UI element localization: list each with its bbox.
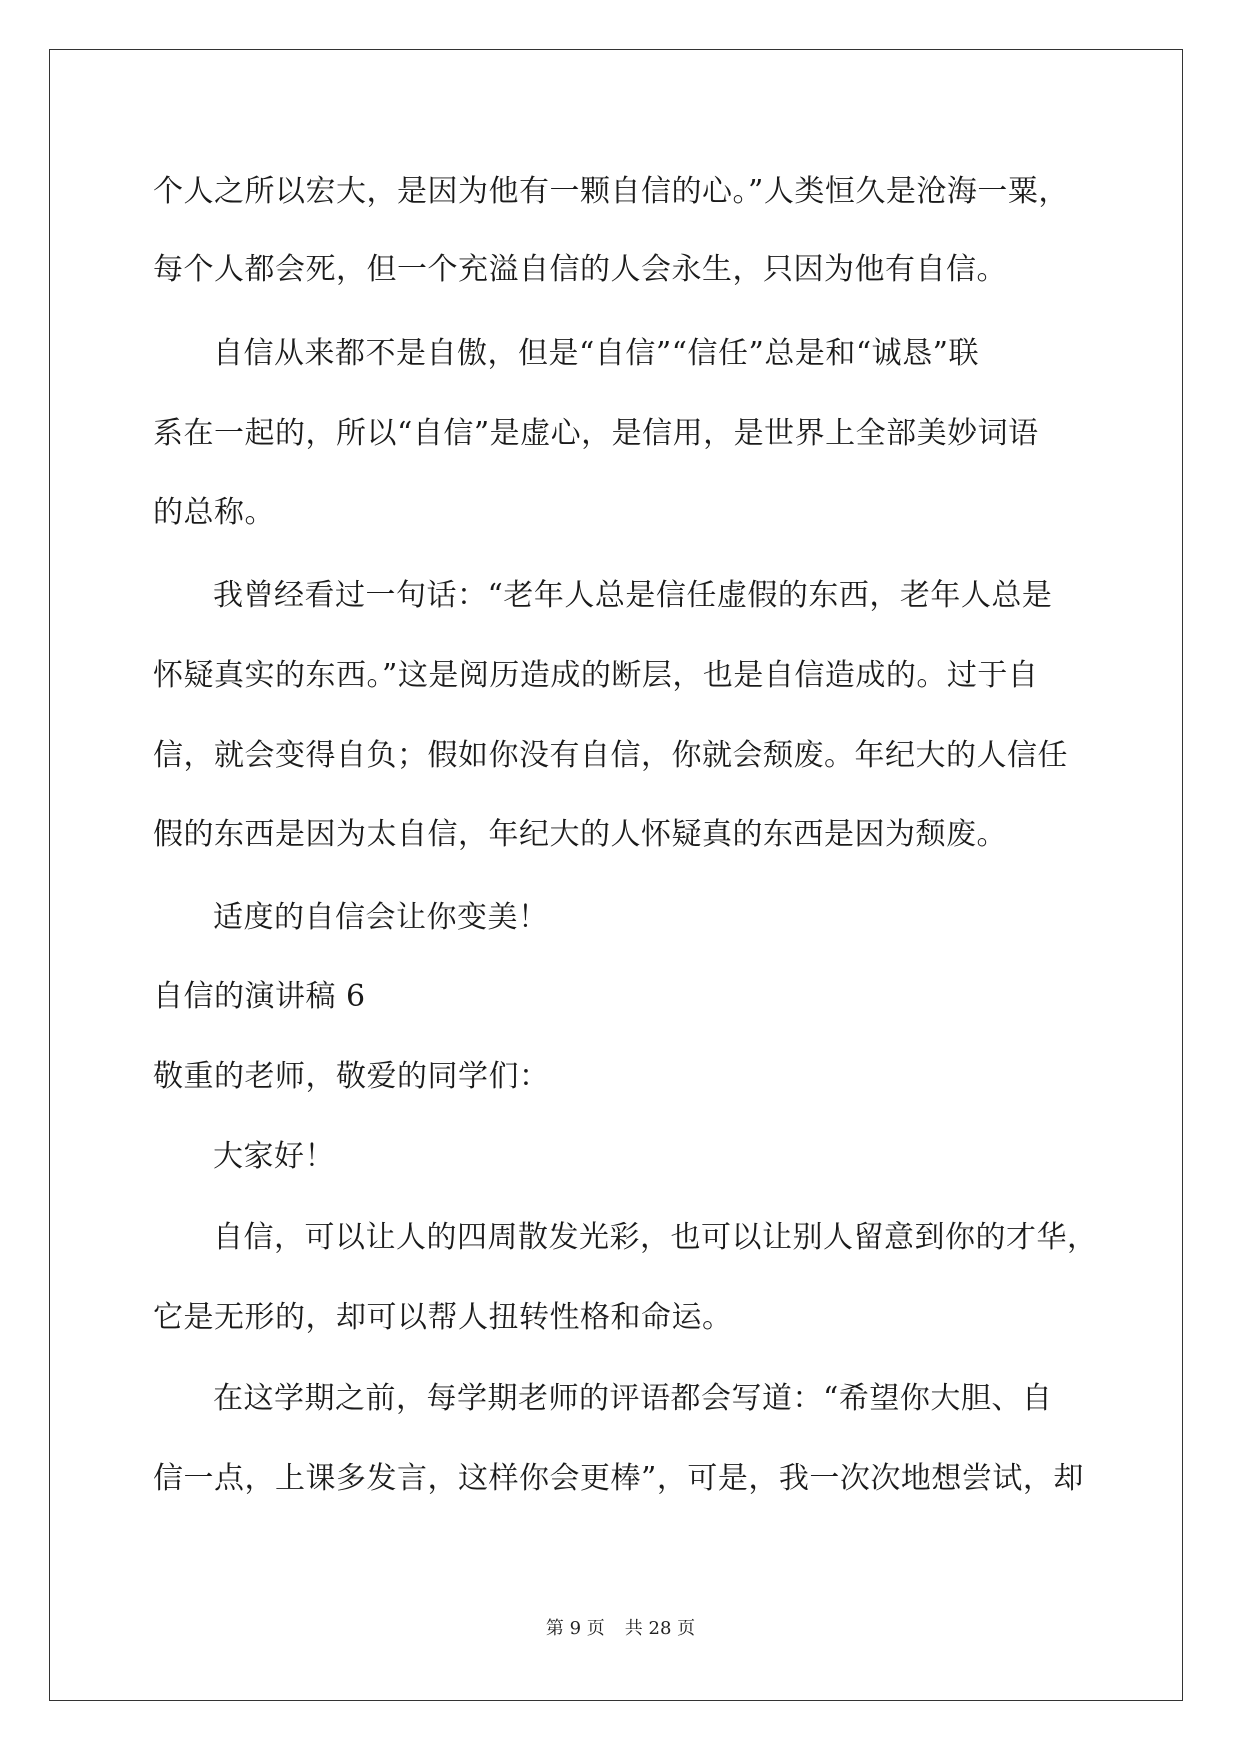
greeting-line: 大家好！ <box>213 1139 335 1174</box>
paragraph-text-line: 在这学期之前，每学期老师的评语都会写道：“希望你大胆、自 <box>213 1381 1053 1416</box>
salutation-line: 敬重的老师，敬爱的同学们： <box>153 1059 550 1094</box>
paragraph-text-line: 我曾经看过一句话：“老年人总是信任虚假的东西，老年人总是 <box>213 578 1053 613</box>
body-text-line: 系在一起的，所以“自信”是虚心，是信用，是世界上全部美妙词语 <box>153 416 1039 451</box>
body-text-line: 每个人都会死，但一个充溢自信的人会永生，只因为他有自信。 <box>153 252 1007 287</box>
paragraph-text-line: 自信从来都不是自傲，但是“自信”“信任”总是和“诚恳”联 <box>213 336 980 371</box>
paragraph-text-line: 适度的自信会让你变美！ <box>213 900 549 935</box>
page-number: 第 9 页 <box>545 1618 605 1639</box>
body-text-line: 的总称。 <box>153 495 275 530</box>
body-text-line: 怀疑真实的东西。”这是阅历造成的断层，也是自信造成的。过于自 <box>153 658 1039 693</box>
body-text-line: 信一点，上课多发言，这样你会更棒”，可是，我一次次地想尝试，却 <box>153 1461 1084 1496</box>
page-footer <box>0 1618 1241 1640</box>
body-text-line: 个人之所以宏大，是因为他有一颗自信的心。”人类恒久是沧海一粟， <box>153 174 1069 209</box>
page-total: 共 28 页 <box>624 1618 696 1639</box>
body-text-line: 假的东西是因为太自信，年纪大的人怀疑真的东西是因为颓废。 <box>153 817 1007 852</box>
paragraph-text-line: 自信，可以让人的四周散发光彩，也可以让别人留意到你的才华， <box>213 1220 1098 1255</box>
page-border <box>49 49 1183 1701</box>
body-text-line: 信，就会变得自负；假如你没有自信，你就会颓废。年纪大的人信任 <box>153 738 1068 773</box>
section-heading: 自信的演讲稿 6 <box>153 979 366 1014</box>
body-text-line: 它是无形的，却可以帮人扭转性格和命运。 <box>153 1300 733 1335</box>
